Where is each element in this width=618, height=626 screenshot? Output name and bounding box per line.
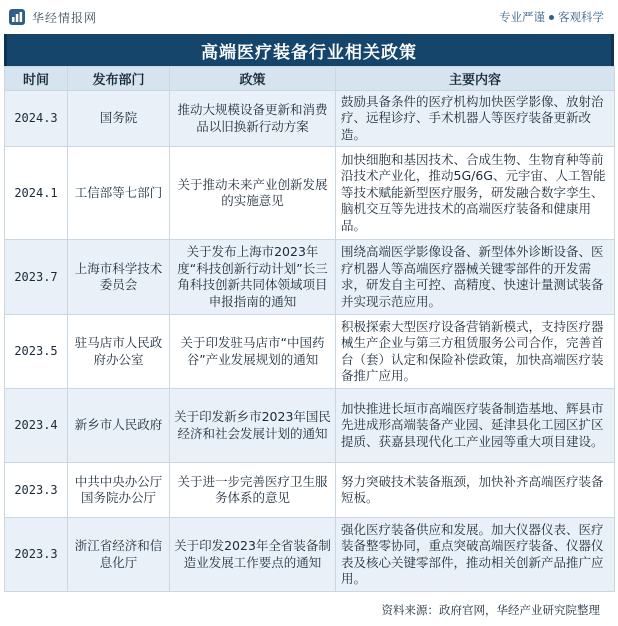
cell-policy: 关于印发2023年全省装备制造业发展工作要点的通知 bbox=[170, 518, 336, 592]
cell-policy: 关于印发驻马店市“中国药谷”产业发展规划的通知 bbox=[170, 315, 336, 389]
cell-policy: 推动大规模设备更新和消费品以旧换新行动方案 bbox=[170, 91, 336, 147]
cell-dept: 驻马店市人民政府办公室 bbox=[68, 315, 170, 389]
table-row bbox=[5, 518, 615, 592]
table-row bbox=[5, 240, 615, 315]
slogan bbox=[499, 9, 604, 25]
cell-policy: 关于印发新乡市2023年国民经济和社会发展计划的通知 bbox=[170, 389, 336, 463]
cell-content: 努力突破技术装备瓶颈，加快补齐高端医疗装备短板。 bbox=[336, 463, 615, 518]
column-header-policy: 政策 bbox=[170, 67, 336, 91]
cell-dept: 工信部等七部门 bbox=[68, 147, 170, 240]
cell-content: 加快推进长垣市高端医疗装备制造基地、辉县市先进成形高端装备产业园、延津县化工园区扩区提质、获嘉县现代化工产业园等重大项目建设。 bbox=[336, 389, 615, 463]
cell-content: 积极探索大型医疗设备营销新模式，支持医疗器械生产企业与第三方租赁服务公司合作，完善首台（套）认定和保险补偿政策，加快高端医疗装备推广应用。 bbox=[336, 315, 615, 389]
cell-dept: 中共中央办公厅国务院办公厅 bbox=[68, 463, 170, 518]
cell-policy: 关于进一步完善医疗卫生服务体系的意见 bbox=[170, 463, 336, 518]
brand-logo-icon bbox=[8, 8, 26, 26]
column-header-dept: 发布部门 bbox=[68, 67, 170, 91]
cell-dept: 国务院 bbox=[68, 91, 170, 147]
top-bar bbox=[0, 0, 618, 34]
brand-name: 华经情报网 bbox=[32, 10, 98, 25]
cell-dept: 浙江省经济和信息化厅 bbox=[68, 518, 170, 592]
cell-time: 2024.1 bbox=[5, 147, 68, 240]
cell-dept: 新乡市人民政府 bbox=[68, 389, 170, 463]
cell-policy: 关于发布上海市2023年度“科技创新行动计划”长三角科技创新共同体领域项目申报指南的通知 bbox=[170, 240, 336, 315]
cell-time: 2023.5 bbox=[5, 315, 68, 389]
brand bbox=[8, 8, 97, 26]
table-row bbox=[5, 389, 615, 463]
cell-time: 2023.4 bbox=[5, 389, 68, 463]
slogan-left: 专业严谨 bbox=[499, 10, 545, 24]
cell-time: 2023.3 bbox=[5, 463, 68, 518]
cell-policy: 关于推动未来产业创新发展的实施意见 bbox=[170, 147, 336, 240]
source-note: 资料来源：政府官网，华经产业研究院整理 bbox=[381, 603, 600, 617]
cell-dept: 上海市科学技术委员会 bbox=[68, 240, 170, 315]
table-row bbox=[5, 91, 615, 147]
cell-content: 围绕高端医学影像设备、新型体外诊断设备、医疗机器人等高端医疗器械关键零部件的开发需求，研发自主可控、高精度、快速计量测试装备并实现示范应用。 bbox=[336, 240, 615, 315]
table-header-row bbox=[5, 67, 615, 91]
slogan-right: 客观科学 bbox=[558, 10, 604, 24]
cell-time: 2023.7 bbox=[5, 240, 68, 315]
cell-content: 鼓励具备条件的医疗机构加快医学影像、放射治疗、远程诊疗、手术机器人等医疗装备更新改造。 bbox=[336, 91, 615, 147]
cell-time: 2023.3 bbox=[5, 518, 68, 592]
bullet-dot-icon bbox=[549, 15, 554, 20]
cell-time: 2024.3 bbox=[5, 91, 68, 147]
table-row bbox=[5, 315, 615, 389]
column-header-time: 时间 bbox=[5, 67, 68, 91]
column-header-content: 主要内容 bbox=[336, 67, 615, 91]
table-row bbox=[5, 463, 615, 518]
cell-content: 加快细胞和基因技术、合成生物、生物育种等前沿技术产业化，推动5G/6G、元宇宙、人工智能等技术赋能新型医疗服务，研发融合数字孪生、脑机交互等先进技术的高端医疗装备和健康用品。 bbox=[336, 147, 615, 240]
table-row bbox=[5, 147, 615, 240]
policy-table bbox=[4, 66, 615, 592]
table-title: 高端医疗装备行业相关政策 bbox=[4, 34, 614, 66]
cell-content: 强化医疗装备供应和发展。加大仪器仪表、医疗装备整零协同，重点突破高端医疗装备、仪器仪表及核心关键零部件，推动相关创新产品推广应用。 bbox=[336, 518, 615, 592]
